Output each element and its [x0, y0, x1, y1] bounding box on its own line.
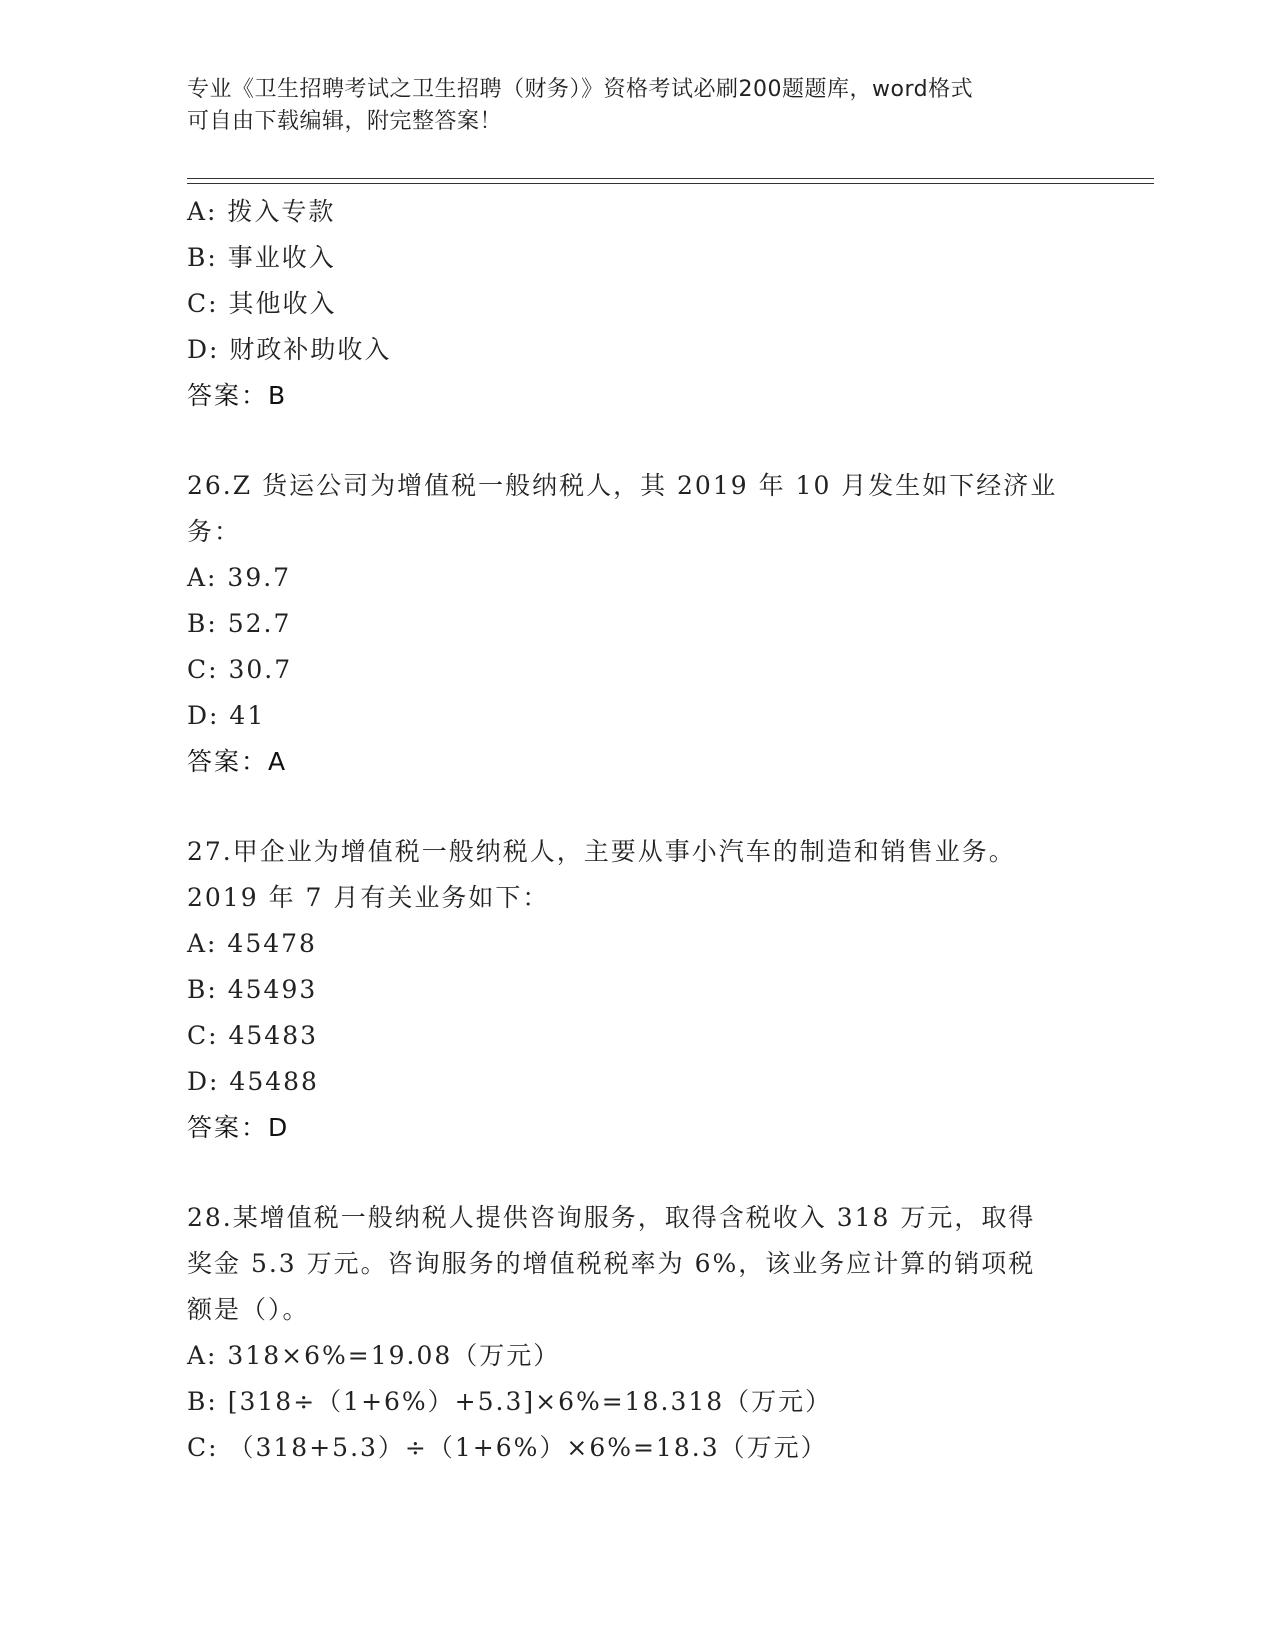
answer-line: 答案：A	[187, 747, 288, 776]
question-28-block	[187, 1195, 1087, 1471]
question-25-block	[187, 189, 1087, 419]
document-header	[187, 74, 1087, 138]
option-c: C: 45483	[187, 1021, 319, 1050]
answer-line: 答案：B	[187, 381, 288, 410]
question-28-stem-line-1: 28.某增值税一般纳税人提供咨询服务，取得含税收入 318 万元，取得	[187, 1203, 1036, 1232]
option-d: D: 财政补助收入	[187, 335, 392, 364]
question-content	[187, 189, 1087, 1471]
option-a: A: 拨入专款	[187, 197, 336, 226]
option-d: D: 41	[187, 701, 266, 730]
question-27-stem-line-1: 27.甲企业为增值税一般纳税人，主要从事小汽车的制造和销售业务。	[187, 837, 1016, 866]
option-a: A: 39.7	[187, 563, 292, 592]
answer-line: 答案：D	[187, 1113, 290, 1142]
header-line-1: 专业《卫生招聘考试之卫生招聘（财务）》资格考试必刷200题题库，word格式	[187, 77, 974, 102]
header-line-2: 可自由下载编辑，附完整答案！	[187, 109, 503, 134]
header-divider-bottom	[187, 183, 1154, 184]
header-divider-top	[187, 178, 1154, 179]
question-28-stem-line-2: 奖金 5.3 万元。咨询服务的增值税税率为 6%，该业务应计算的销项税	[187, 1249, 1036, 1278]
option-a: A: 318×6%=19.08（万元）	[187, 1341, 561, 1370]
option-c: C: 30.7	[187, 655, 293, 684]
option-c: C: 其他收入	[187, 289, 337, 318]
question-26-stem-line-2: 务：	[187, 517, 242, 546]
option-b: B: [318÷（1+6%）+5.3]×6%=18.318（万元）	[187, 1387, 833, 1416]
question-26-block	[187, 463, 1087, 785]
option-c: C: （318+5.3）÷（1+6%）×6%=18.3（万元）	[187, 1433, 828, 1462]
option-b: B: 45493	[187, 975, 318, 1004]
spacer	[187, 1151, 1087, 1195]
option-b: B: 事业收入	[187, 243, 336, 272]
question-27-stem-line-2: 2019 年 7 月有关业务如下：	[187, 883, 550, 912]
option-a: A: 45478	[187, 929, 317, 958]
spacer	[187, 785, 1087, 829]
question-26-stem-line-1: 26.Z 货运公司为增值税一般纳税人，其 2019 年 10 月发生如下经济业	[187, 471, 1058, 500]
spacer	[187, 419, 1087, 463]
option-d: D: 45488	[187, 1067, 319, 1096]
option-b: B: 52.7	[187, 609, 292, 638]
question-28-stem-line-3: 额是（）。	[187, 1295, 310, 1324]
question-27-block	[187, 829, 1087, 1151]
